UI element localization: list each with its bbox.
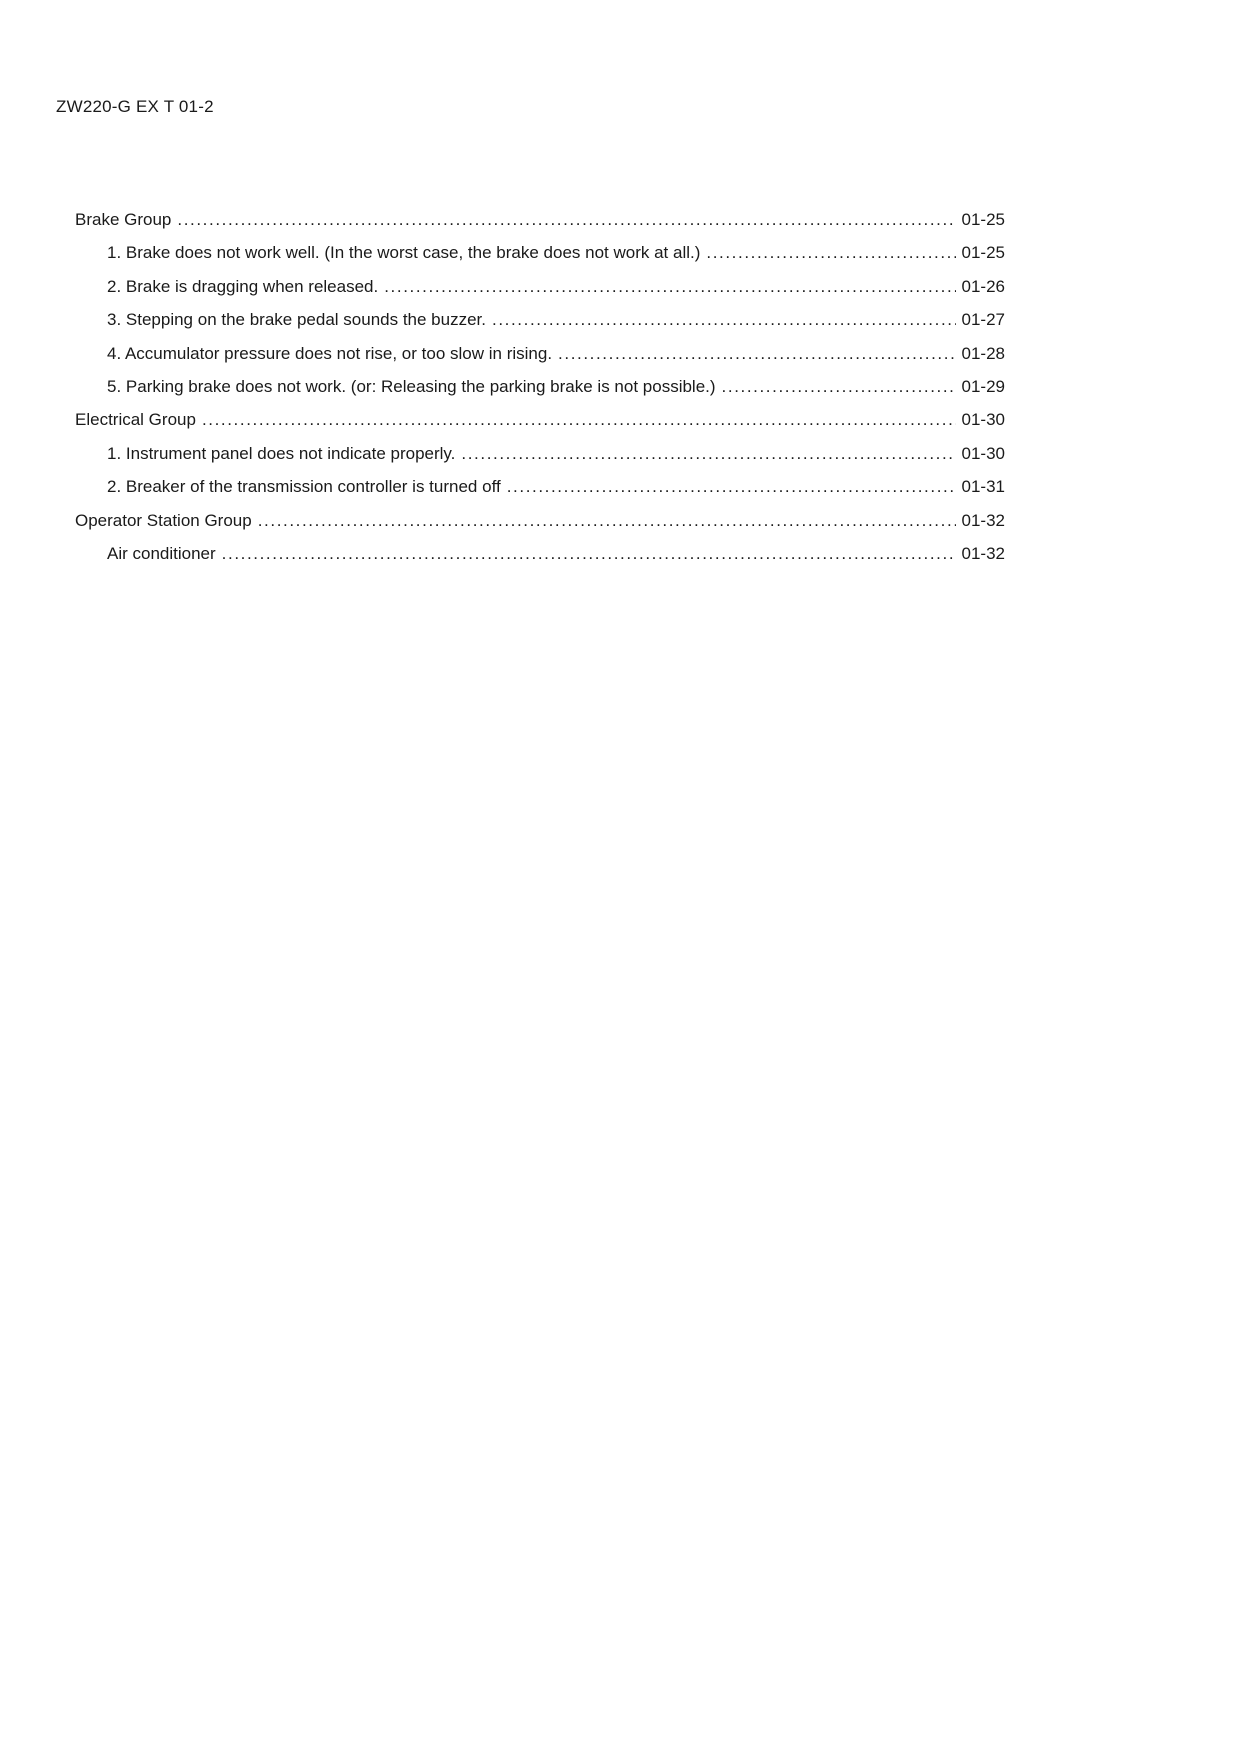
toc-entry-label: 2. Breaker of the transmission controller is turned off [107, 477, 501, 497]
toc-entry-page: 01-30 [961, 410, 1005, 430]
toc-entry-page: 01-30 [961, 443, 1005, 463]
toc-entry [75, 403, 1005, 436]
toc-entry-label: 5. Parking brake does not work. (or: Releasing the parking brake is not possible.) [107, 376, 716, 396]
toc-entry-label: 2. Brake is dragging when released. [107, 276, 379, 296]
toc-entry-page: 01-28 [961, 343, 1005, 363]
dot-leader [722, 370, 956, 403]
toc-entry-label: Operator Station Group [75, 510, 252, 530]
dot-leader [202, 403, 956, 436]
toc-entry [75, 270, 1005, 303]
dot-leader [558, 337, 955, 370]
dot-leader [222, 537, 956, 570]
dot-leader [384, 270, 955, 303]
dot-leader [706, 236, 955, 269]
toc-entry [75, 537, 1005, 570]
toc-entry-label: 1. Brake does not work well. (In the worst case, the brake does not work at all.) [107, 243, 701, 263]
toc-entry-page: 01-26 [961, 276, 1005, 296]
dot-leader [177, 203, 955, 236]
toc-entry [75, 337, 1005, 370]
dot-leader [461, 437, 955, 470]
toc-entry-page: 01-25 [961, 243, 1005, 263]
page-title: ZW220-G EX T 01-2 [56, 97, 214, 116]
toc-entry-page: 01-25 [961, 210, 1005, 229]
table-of-contents [75, 203, 1005, 570]
toc-entry [75, 504, 1005, 537]
toc-entry-page: 01-31 [961, 477, 1005, 497]
dot-leader [492, 303, 956, 336]
dot-leader [507, 470, 956, 503]
toc-entry-page: 01-32 [961, 510, 1005, 530]
dot-leader [258, 504, 956, 537]
toc-entry [75, 236, 1005, 269]
toc-entry-label: Electrical Group [75, 410, 196, 430]
toc-entry-page: 01-32 [961, 543, 1005, 563]
toc-entry [75, 303, 1005, 336]
toc-entry [75, 203, 1005, 236]
toc-entry-label: Air conditioner [107, 543, 216, 563]
toc-entry-label: 3. Stepping on the brake pedal sounds the buzzer. [107, 310, 486, 330]
toc-entry-page: 01-29 [961, 376, 1005, 396]
toc-entry-page: 01-27 [961, 310, 1005, 330]
toc-entry [75, 470, 1005, 503]
toc-entry [75, 370, 1005, 403]
toc-entry-label: 1. Instrument panel does not indicate properly. [107, 443, 456, 463]
toc-entry-label: 4. Accumulator pressure does not rise, or too slow in rising. [107, 343, 553, 363]
toc-entry-label: Brake Group [75, 210, 172, 229]
toc-entry [75, 437, 1005, 470]
